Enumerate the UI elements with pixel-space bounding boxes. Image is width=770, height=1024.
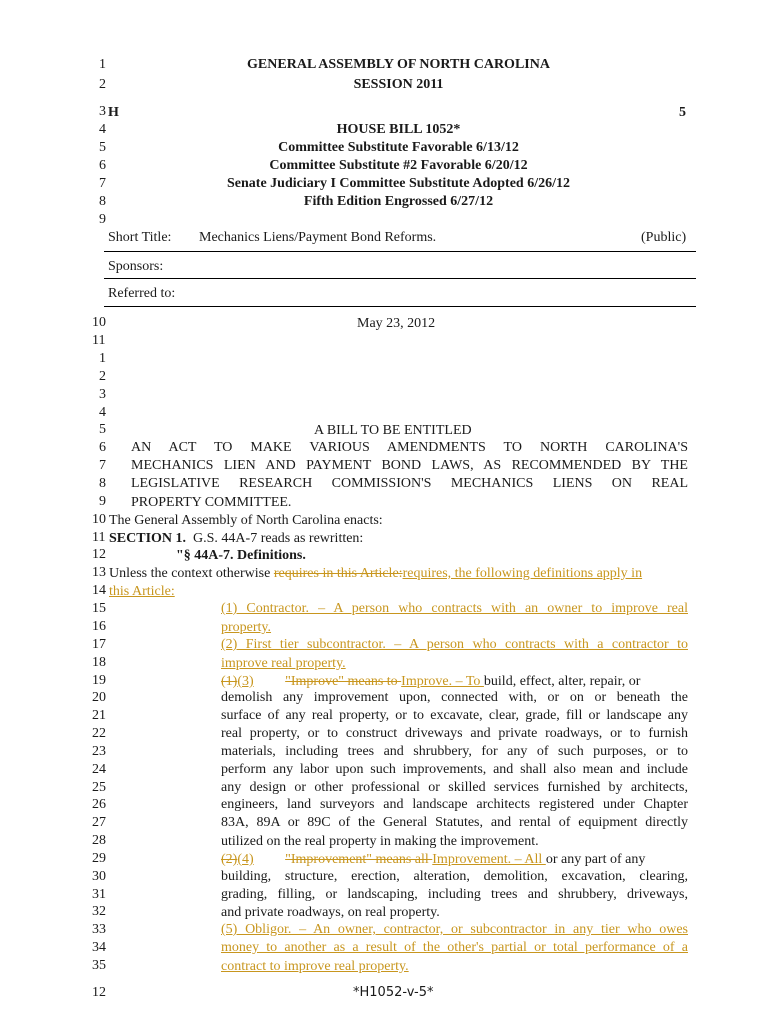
deleted-text: requires in this Article: (273, 566, 403, 581)
history-line: Committee Substitute Favorable 6/13/12 (278, 140, 519, 155)
line-number: 14 (92, 583, 106, 598)
statute-heading: "§ 44A-7. Definitions. (176, 548, 306, 563)
history-line: Committee Substitute #2 Favorable 6/20/12 (269, 158, 528, 173)
line-number: 4 (99, 405, 106, 420)
line-number: 5 (99, 422, 106, 437)
intro-start: Unless the context otherwise (109, 566, 274, 581)
line-number: 18 (92, 655, 106, 670)
line-number: 3 (99, 104, 106, 119)
line-number: 16 (92, 619, 106, 634)
section-label: SECTION 1. (109, 531, 187, 546)
section-line (109, 530, 363, 547)
definition-text: or any part of any (545, 852, 646, 867)
line-number: 33 (92, 922, 106, 937)
act-line: AN ACT TO MAKE VARIOUS AMENDMENTS TO NORTH CAROLINA'S (131, 440, 688, 455)
definition-contractor: property. (221, 620, 272, 635)
page-number: 12 (92, 985, 106, 1000)
line-number: 15 (92, 601, 106, 616)
short-title-type: (Public) (641, 230, 687, 245)
line-number: 8 (99, 476, 106, 491)
line-number: 13 (92, 565, 106, 580)
line-number: 29 (92, 851, 106, 866)
line-number: 9 (99, 212, 106, 227)
bill-number: HOUSE BILL 1052* (336, 122, 461, 137)
line-number: 32 (92, 904, 106, 919)
inserted-text: Improve. – To (401, 674, 484, 689)
deleted-text: (2) (221, 852, 238, 867)
definition-first-tier: improve real property. (221, 656, 346, 671)
line-number: 21 (92, 708, 106, 723)
line-number: 24 (92, 762, 106, 777)
inserted-text: (3) (237, 674, 254, 689)
definition-improve: materials, including trees and shrubbery, for any of such purposes, or to (221, 744, 688, 759)
bill-entitled: A BILL TO BE ENTITLED (314, 423, 472, 438)
intro-line (109, 583, 175, 600)
definition-improve: perform any labor upon such improvements, and shall also mean and include (221, 762, 688, 777)
sponsors-label: Sponsors: (108, 259, 164, 274)
definition-improve: real property, or to construct driveways and private roadways, or to furnish (221, 726, 688, 741)
definition-improvement: building, structure, erection, alteration, demolition, excavation, clearing, (221, 869, 688, 884)
definition-improve: engineers, land surveyors and landscape architects registered under Chapter (221, 797, 688, 812)
definition-improve: any design or other professional or skilled services furnished by architects, (221, 780, 688, 795)
bill-date: May 23, 2012 (357, 316, 436, 331)
deleted-text: (1) (221, 674, 238, 689)
inserted-text: this Article: (109, 584, 175, 599)
history-line: Fifth Edition Engrossed 6/27/12 (303, 194, 494, 209)
line-number: 28 (92, 833, 106, 848)
line-number: 10 (92, 315, 106, 330)
line-number: 27 (92, 815, 106, 830)
line-number: 6 (99, 158, 106, 173)
line-number: 22 (92, 726, 106, 741)
line-number: 6 (99, 440, 106, 455)
line-number: 25 (92, 780, 106, 795)
line-number: 2 (99, 77, 106, 92)
deleted-text: "Improvement" means all (285, 852, 433, 867)
definition-improve: 83A, 89A or 89C of the General Statutes, and rental of equipment directly (221, 815, 688, 830)
definition-obligor: (5) Obligor. – An owner, contractor, or subcontractor in any tier who owes (221, 922, 688, 937)
short-title-label: Short Title: (108, 230, 172, 245)
definition-improvement (221, 851, 645, 868)
line-number: 31 (92, 887, 106, 902)
line-number: 7 (99, 176, 106, 191)
inserted-text: requires, the following definitions apply in (402, 566, 643, 581)
definition-improve: surface of any real property, or to excavate, clear, grade, fill or landscape any (221, 708, 688, 723)
definition-first-tier: (2) First tier subcontractor. – A person who contracts with a contractor to (221, 637, 688, 652)
deleted-text: "Improve" means to (285, 674, 402, 689)
line-number: 5 (99, 140, 106, 155)
section-text: G.S. 44A-7 reads as rewritten: (193, 531, 364, 546)
inserted-text: Improvement. – All (432, 852, 546, 867)
line-number: 9 (99, 494, 106, 509)
line-number: 35 (92, 958, 106, 973)
line-number: 17 (92, 637, 106, 652)
inserted-text: (4) (237, 852, 254, 867)
definition-improvement: grading, filling, or landscaping, including trees and shrubbery, driveways, (221, 887, 688, 902)
line-number: 19 (92, 673, 106, 688)
line-number: 3 (99, 387, 106, 402)
definition-obligor: contract to improve real property. (221, 959, 409, 974)
line-number: 1 (99, 57, 106, 72)
definition-improve (221, 673, 688, 690)
line-number: 2 (99, 369, 106, 384)
enacting-clause: The General Assembly of North Carolina enacts: (109, 513, 383, 528)
line-number: 20 (92, 690, 106, 705)
definition-obligor: money to another as a result of the other's partial or total performance of a (221, 940, 688, 955)
line-number: 30 (92, 869, 106, 884)
intro-line (109, 565, 642, 582)
line-number: 4 (99, 122, 106, 137)
definition-improvement: and private roadways, on real property. (221, 905, 440, 920)
line-number: 8 (99, 194, 106, 209)
short-title: Mechanics Liens/Payment Bond Reforms. (199, 230, 437, 245)
chamber-code: H (108, 105, 119, 120)
divider (104, 251, 696, 252)
line-number: 34 (92, 940, 106, 955)
history-line: Senate Judiciary I Committee Substitute Adopted 6/26/12 (227, 176, 570, 191)
line-number: 1 (99, 351, 106, 366)
line-number: 7 (99, 458, 106, 473)
edition-number: 5 (679, 105, 686, 120)
definition-improve: utilized on the real property in making the improvement. (221, 834, 539, 849)
definition-improve: demolish any improvement upon, connected with, or on or beneath the (221, 690, 688, 705)
definition-text: build, effect, alter, repair, or (483, 674, 641, 689)
session-title: SESSION 2011 (353, 77, 444, 92)
assembly-title: GENERAL ASSEMBLY OF NORTH CAROLINA (247, 57, 550, 72)
line-number: 12 (92, 547, 106, 562)
act-line: LEGISLATIVE RESEARCH COMMISSION'S MECHANICS LIENS ON REAL (131, 476, 688, 491)
act-line: PROPERTY COMMITTEE. (131, 495, 292, 510)
divider (104, 278, 696, 279)
line-number: 11 (92, 530, 106, 545)
line-number: 26 (92, 797, 106, 812)
line-number: 23 (92, 744, 106, 759)
document-id: *H1052-v-5* (353, 985, 434, 1000)
referred-label: Referred to: (108, 286, 176, 301)
divider (104, 306, 696, 307)
definition-contractor: (1) Contractor. – A person who contracts with an owner to improve real (221, 601, 688, 616)
act-line: MECHANICS LIEN AND PAYMENT BOND LAWS, AS RECOMMENDED BY THE (131, 458, 688, 473)
line-number: 10 (92, 512, 106, 527)
line-number: 11 (92, 333, 106, 348)
